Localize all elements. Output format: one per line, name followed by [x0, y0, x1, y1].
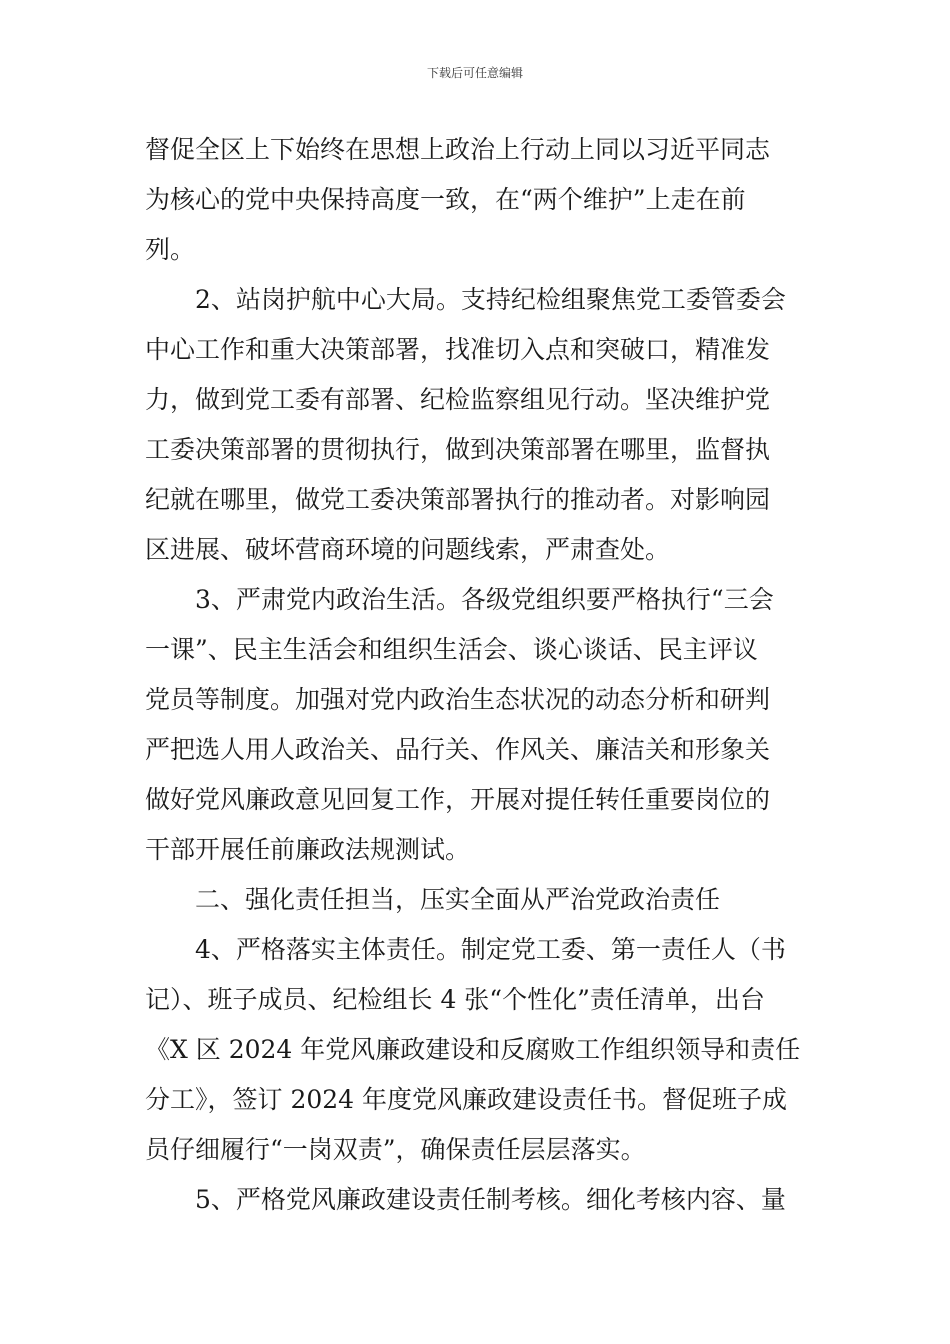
text-line: 员仔细履行“一岗双责”，确保责任层层落实。 [145, 1135, 646, 1164]
text-line: 二、强化责任担当，压实全面从严治党政治责任 [195, 885, 721, 914]
text-line: 一课”、民主生活会和组织生活会、谈心谈话、民主评议 [145, 635, 758, 664]
text-line: 记）、班子成员、纪检组长 4 张“个性化”责任清单，出台 [145, 985, 765, 1014]
text-line: 2、站岗护航中心大局。支持纪检组聚焦党工委管委会 [195, 285, 786, 314]
text-line: 力，做到党工委有部署、纪检监察组见行动。坚决维护党 [145, 385, 771, 414]
text-line: 做好党风廉政意见回复工作，开展对提任转任重要岗位的 [145, 785, 771, 814]
text-line: 党员等制度。加强对党内政治生态状况的动态分析和研判 [145, 685, 771, 714]
document-body [145, 125, 810, 1225]
text-line: 4、严格落实主体责任。制定党工委、第一责任人（书 [195, 935, 786, 964]
text-line: 《X 区 2024 年党风廉政建设和反腐败工作组织领导和责任 [145, 1035, 801, 1064]
text-line: 3、严肃党内政治生活。各级党组织要严格执行“三会 [195, 585, 774, 614]
text-line: 督促全区上下始终在思想上政治上行动上同以习近平同志 [145, 135, 771, 164]
text-line: 5、严格党风廉政建设责任制考核。细化考核内容、量 [195, 1185, 786, 1214]
text-line: 列。 [145, 235, 196, 264]
text-line: 为核心的党中央保持高度一致，在“两个维护”上走在前 [145, 185, 746, 214]
text-line: 干部开展任前廉政法规测试。 [145, 835, 471, 864]
text-line: 严把选人用人政治关、品行关、作风关、廉洁关和形象关 [145, 735, 771, 764]
text-line: 纪就在哪里，做党工委决策部署执行的推动者。对影响园 [145, 485, 771, 514]
text-line: 工委决策部署的贯彻执行，做到决策部署在哪里，监督执 [145, 435, 771, 464]
text-line: 区进展、破坏营商环境的问题线索，严肃查处。 [145, 535, 671, 564]
page-header: 下载后可任意编辑 [426, 66, 523, 80]
text-line: 中心工作和重大决策部署，找准切入点和突破口，精准发 [145, 335, 771, 364]
text-line: 分工》，签订 2024 年度党风廉政建设责任书。督促班子成 [145, 1085, 788, 1114]
